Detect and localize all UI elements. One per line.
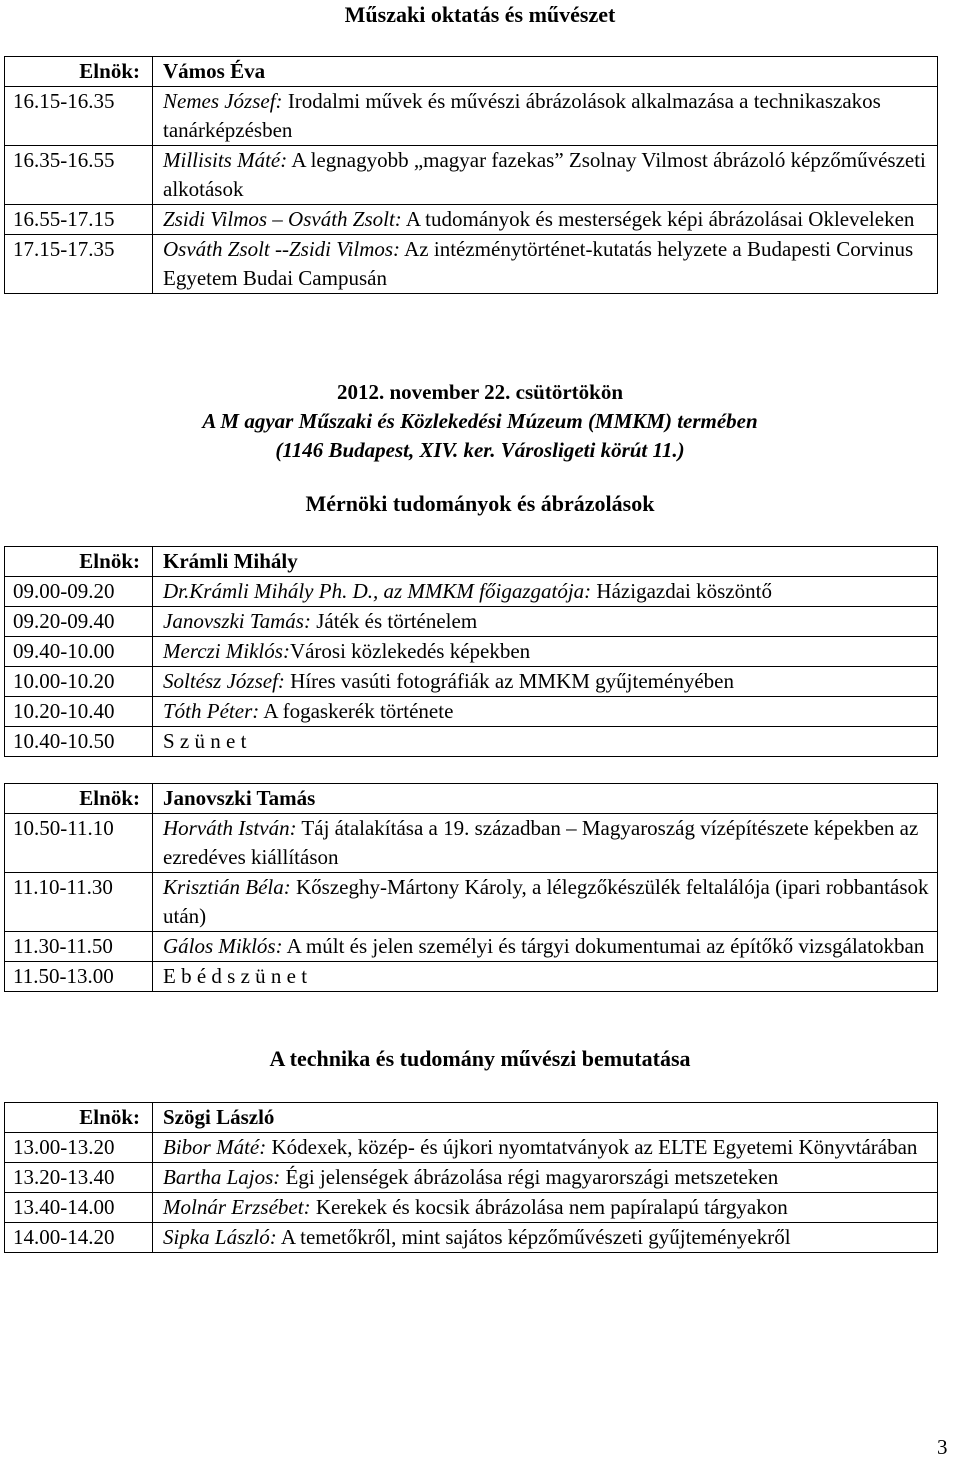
speaker: Tóth Péter: — [163, 699, 260, 723]
chair-row — [5, 784, 938, 814]
table-row — [5, 146, 938, 205]
time-slot: 11.30-11.50 — [5, 932, 153, 962]
talk — [153, 697, 938, 727]
time-slot: 13.40-14.00 — [5, 1193, 153, 1223]
talk-title: A múlt és jelen személyi és tárgyi dokumentumai az építőkő vizsgálatokban — [282, 934, 925, 958]
section-title: Műszaki oktatás és művészet — [344, 2, 616, 27]
speaker: Bibor Máté: — [163, 1135, 267, 1159]
schedule-table — [4, 56, 938, 294]
table-row — [5, 697, 938, 727]
venue-place: A M agyar Műszaki és Közlekedési Múzeum (MMKM) termében — [202, 409, 758, 433]
table-row — [5, 1193, 938, 1223]
chair-label: Elnök: — [5, 547, 153, 577]
chair-name: Vámos Éva — [153, 57, 938, 87]
chair-name: Krámli Mihály — [153, 547, 938, 577]
chair-name: Janovszki Tamás — [153, 784, 938, 814]
time-slot: 16.35-16.55 — [5, 146, 153, 205]
table-row — [5, 962, 938, 992]
chair-row — [5, 1103, 938, 1133]
table-row — [5, 87, 938, 146]
speaker: Osváth Zsolt --Zsidi Vilmos: — [163, 237, 401, 261]
time-slot: 13.20-13.40 — [5, 1163, 153, 1193]
chair-label: Elnök: — [5, 784, 153, 814]
speaker: Soltész József: — [163, 669, 285, 693]
speaker: Millisits Máté: — [163, 148, 288, 172]
talk-title: Városi közlekedés képekben — [289, 639, 531, 663]
time-slot: 11.10-11.30 — [5, 873, 153, 932]
talk — [153, 1133, 938, 1163]
chair-name: Szögi László — [153, 1103, 938, 1133]
time-slot: 09.00-09.20 — [5, 577, 153, 607]
talk — [153, 607, 938, 637]
table-row — [5, 1223, 938, 1253]
speaker: Zsidi Vilmos – Osváth Zsolt: — [163, 207, 402, 231]
time-slot: 09.20-09.40 — [5, 607, 153, 637]
time-slot: 09.40-10.00 — [5, 637, 153, 667]
time-slot: 10.20-10.40 — [5, 697, 153, 727]
talk-title: A temetőkről, mint sajátos képzőművészeti gyűjteményekről — [276, 1225, 791, 1249]
table-row — [5, 873, 938, 932]
talk — [153, 235, 938, 294]
time-slot: 16.15-16.35 — [5, 87, 153, 146]
table-row — [5, 205, 938, 235]
schedule-table — [4, 783, 938, 992]
table-row — [5, 932, 938, 962]
time-slot: 11.50-13.00 — [5, 962, 153, 992]
talk — [153, 932, 938, 962]
venue-address: (1146 Budapest, XIV. ker. Városligeti körút 11.) — [275, 438, 685, 462]
talk-title: Irodalmi művek és művészi ábrázolások alkalmazása a technikaszakos tanárképzésben — [163, 89, 881, 142]
talk — [153, 667, 938, 697]
table-row — [5, 607, 938, 637]
time-slot: 14.00-14.20 — [5, 1223, 153, 1253]
talk — [153, 577, 938, 607]
table-row — [5, 727, 938, 757]
table-row — [5, 235, 938, 294]
table-row — [5, 1163, 938, 1193]
talk — [153, 1193, 938, 1223]
speaker: Gálos Miklós: — [163, 934, 283, 958]
schedule-table — [4, 546, 938, 757]
talk — [153, 87, 938, 146]
time-slot: 10.40-10.50 — [5, 727, 153, 757]
talk-title: Kőszeghy-Mártony Károly, a lélegzőkészülék feltalálója (ipari robbantások után) — [163, 875, 929, 928]
section-title: A technika és tudomány művészi bemutatása — [269, 1046, 691, 1071]
talk-title: Kódexek, közép- és újkori nyomtatványok az ELTE Egyetemi Könyvtárában — [266, 1135, 918, 1159]
chair-label: Elnök: — [5, 57, 153, 87]
talk-title: Házigazdai köszöntő — [591, 579, 772, 603]
time-slot: 10.50-11.10 — [5, 814, 153, 873]
talk-title: A fogaskerék története — [259, 699, 454, 723]
table-row — [5, 577, 938, 607]
talk — [153, 1163, 938, 1193]
talk-title: Játék és történelem — [310, 609, 478, 633]
chair-row — [5, 57, 938, 87]
time-slot: 16.55-17.15 — [5, 205, 153, 235]
time-slot: 13.00-13.20 — [5, 1133, 153, 1163]
talk — [153, 962, 938, 992]
schedule-table — [4, 1102, 938, 1253]
speaker: Nemes József: — [163, 89, 283, 113]
section-title: Mérnöki tudományok és ábrázolások — [305, 491, 655, 516]
talk — [153, 146, 938, 205]
talk-title: Kerekek és kocsik ábrázolása nem papíralapú tárgyakon — [310, 1195, 788, 1219]
chair-label: Elnök: — [5, 1103, 153, 1133]
talk-title: A tudományok és mesterségek képi ábrázolásai Okleveleken — [401, 207, 915, 231]
talk-title: Égi jelenségek ábrázolása régi magyarországi metszeteken — [280, 1165, 779, 1189]
talk-title: S z ü n e t — [163, 729, 247, 753]
talk — [153, 873, 938, 932]
talk — [153, 637, 938, 667]
table-row — [5, 667, 938, 697]
speaker: Sipka László: — [163, 1225, 277, 1249]
time-slot: 17.15-17.35 — [5, 235, 153, 294]
speaker: Krisztián Béla: — [163, 875, 291, 899]
venue-block — [0, 378, 960, 465]
speaker: Molnár Erzsébet: — [163, 1195, 311, 1219]
talk — [153, 814, 938, 873]
talk-title: A legnagyobb „magyar fazekas” Zsolnay Vilmost ábrázoló képzőművészeti alkotások — [163, 148, 926, 201]
table-row — [5, 814, 938, 873]
talk-title: Az intézménytörténet-kutatás helyzete a Budapesti Corvinus Egyetem Budai Campusán — [163, 237, 914, 290]
speaker: Janovszki Tamás: — [163, 609, 311, 633]
event-date: 2012. november 22. csütörtökön — [336, 380, 624, 404]
time-slot: 10.00-10.20 — [5, 667, 153, 697]
talk-title: Táj átalakítása a 19. században – Magyaroszág vízépítészete képekben az ezredéves kiállításon — [163, 816, 919, 869]
speaker: Horváth István: — [163, 816, 297, 840]
table-row — [5, 1133, 938, 1163]
speaker: Merczi Miklós: — [163, 639, 290, 663]
page-number: 3 — [937, 1435, 948, 1459]
speaker: Dr.Krámli Mihály Ph. D., az MMKM főigazgatója: — [163, 579, 592, 603]
talk — [153, 205, 938, 235]
talk-title: E b é d s z ü n e t — [163, 964, 308, 988]
speaker: Bartha Lajos: — [163, 1165, 281, 1189]
chair-row — [5, 547, 938, 577]
talk — [153, 727, 938, 757]
talk — [153, 1223, 938, 1253]
table-row — [5, 637, 938, 667]
talk-title: Híres vasúti fotográfiák az MMKM gyűjteményében — [284, 669, 734, 693]
